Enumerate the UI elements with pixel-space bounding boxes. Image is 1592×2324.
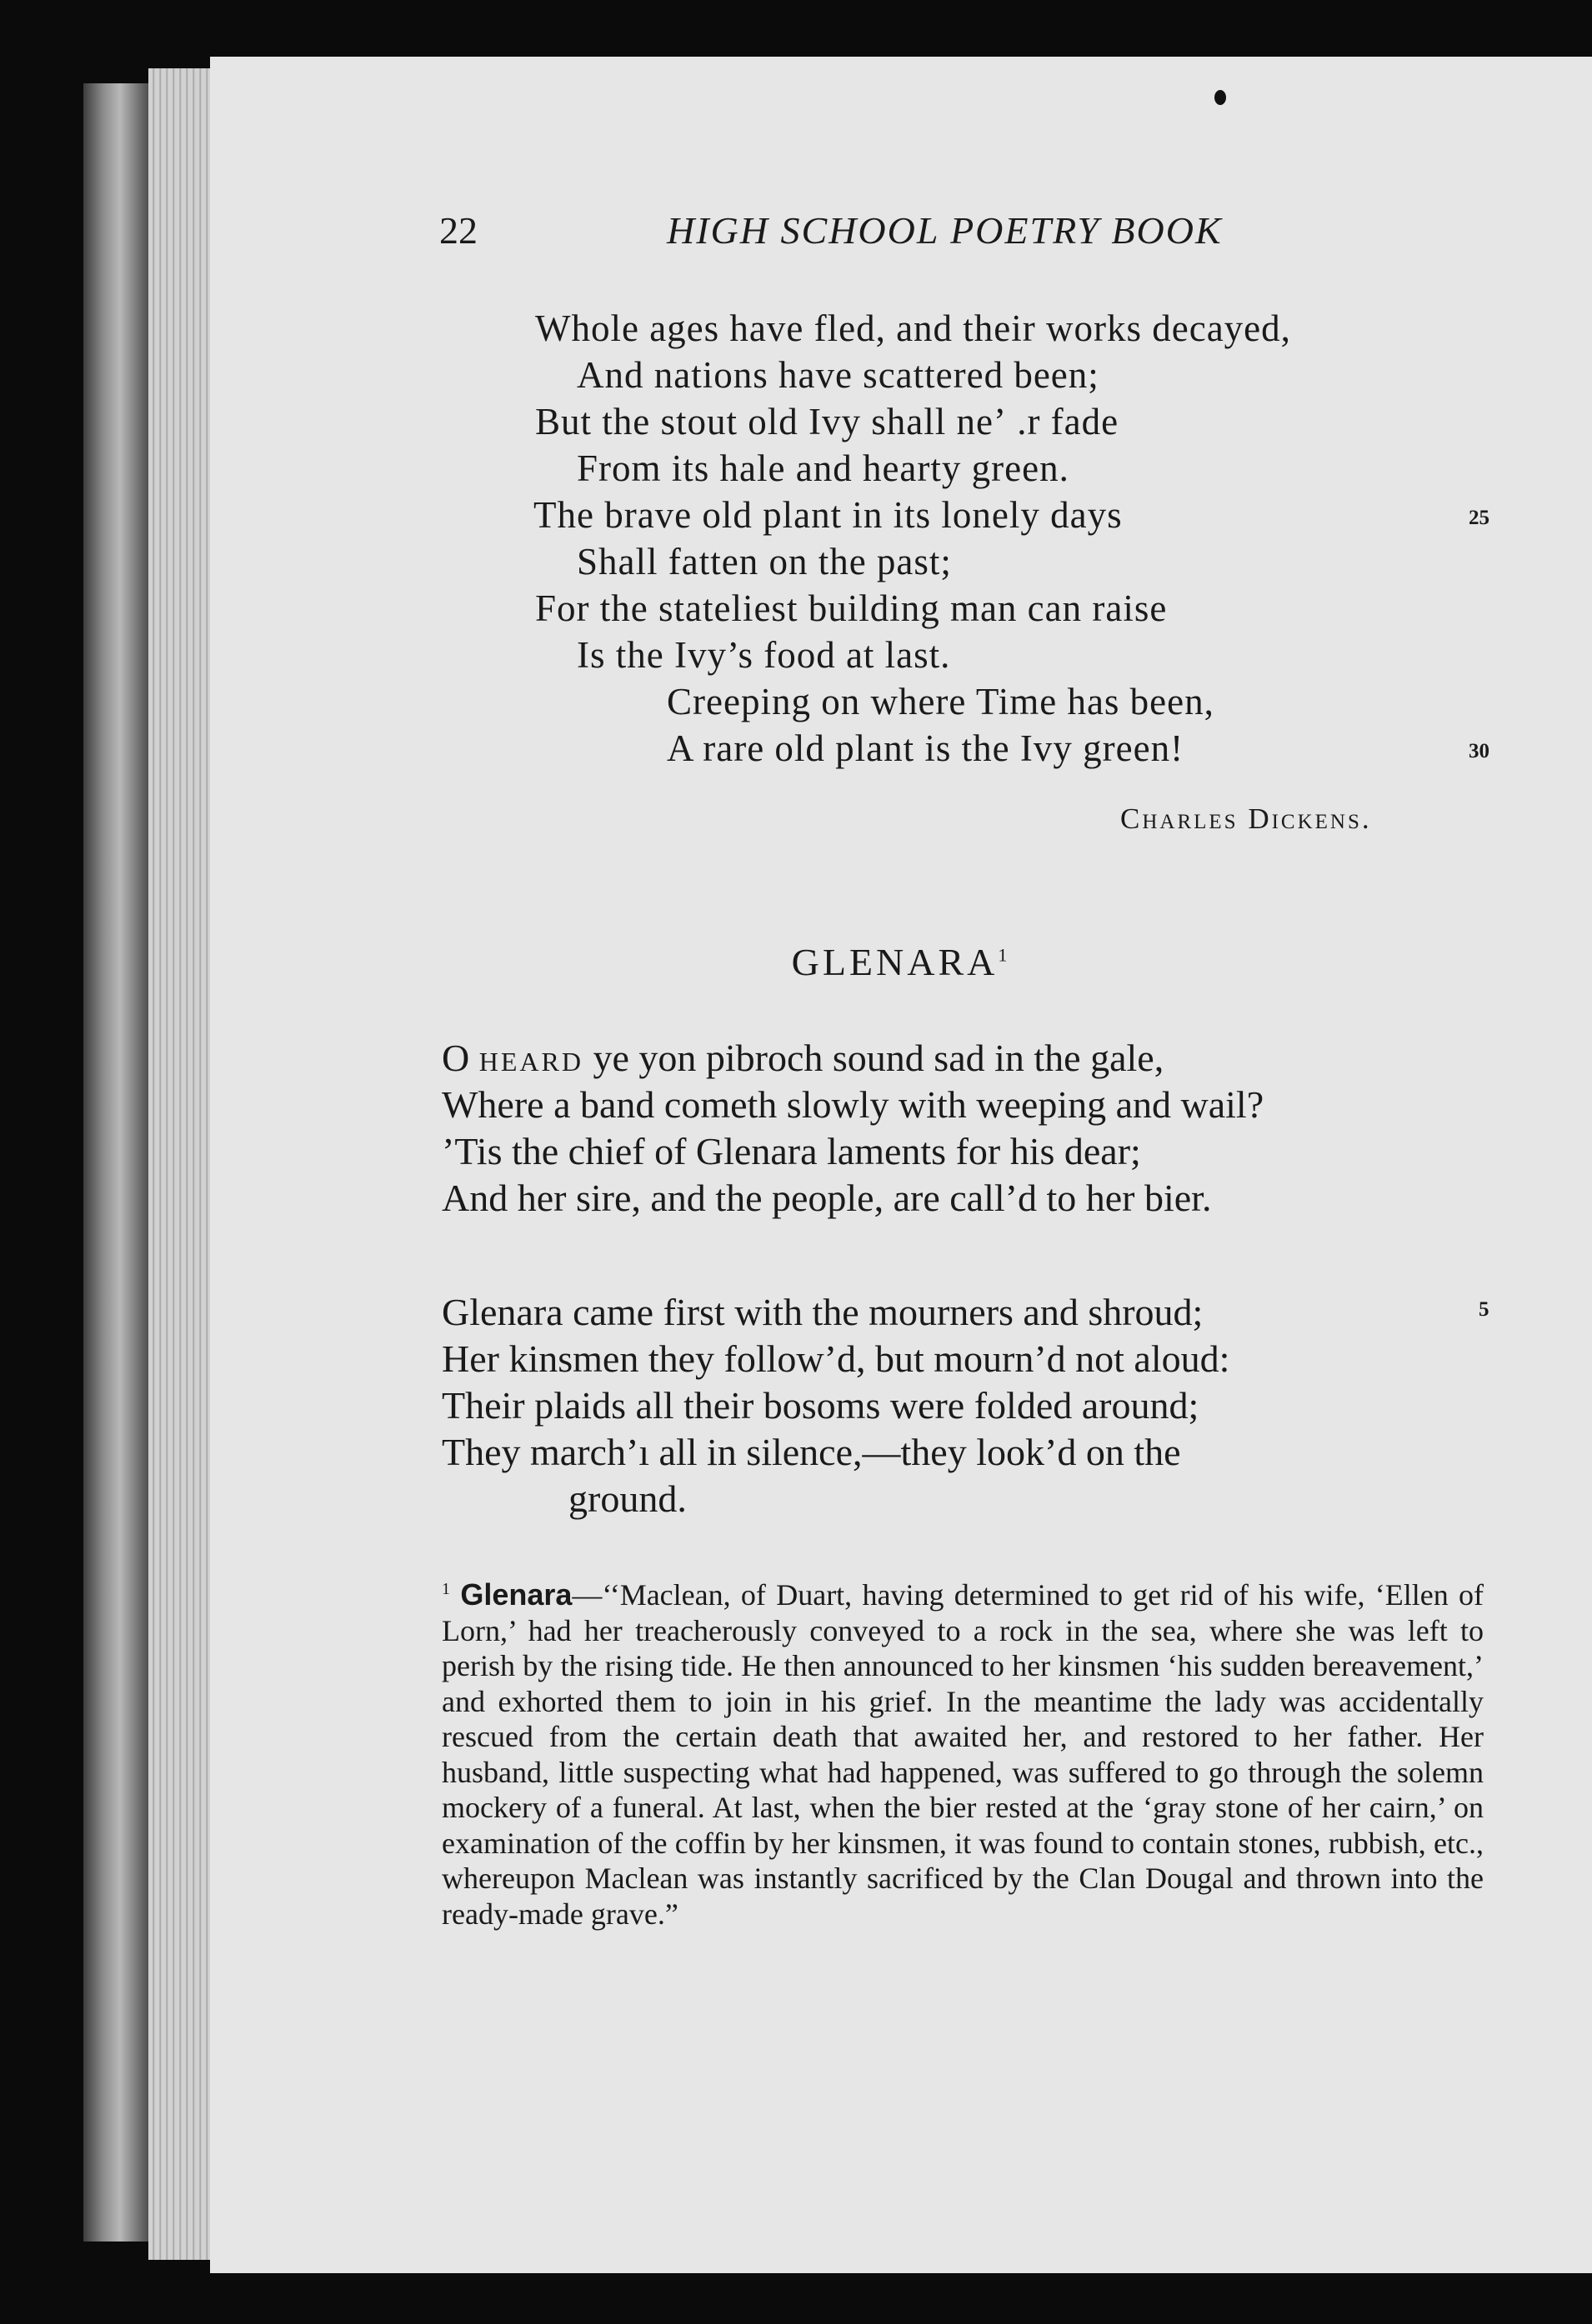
running-title: HIGH SCHOOL POETRY BOOK xyxy=(667,209,1223,252)
poem-line: The brave old plant in its lonely days xyxy=(533,494,1123,536)
book-page xyxy=(210,57,1592,2273)
poem-line: From its hale and hearty green. xyxy=(577,447,1069,489)
initial-word: O xyxy=(442,1037,470,1079)
running-header xyxy=(210,208,1592,267)
small-caps-word: heard xyxy=(478,1037,583,1079)
stanza-line xyxy=(442,1036,1164,1080)
poem-line: Whole ages have fled, and their works decayed, xyxy=(535,307,1291,349)
poem-line: For the stateliest building man can raise xyxy=(535,587,1168,629)
poem-line: A rare old plant is the Ivy green! xyxy=(667,727,1184,769)
book-spine xyxy=(83,83,150,2242)
page-number: 22 xyxy=(439,209,478,252)
stanza-line: Where a band cometh slowly with weeping and wail? xyxy=(442,1083,1264,1126)
poem-title xyxy=(210,940,1592,984)
stanza-line: Her kinsmen they follow’d, but mourn’d not aloud: xyxy=(442,1337,1230,1380)
line-rest: ye yon pibroch sound sad in the gale, xyxy=(583,1037,1164,1079)
footnote-mark: 1 xyxy=(442,1580,450,1598)
poem-line: But the stout old Ivy shall neʼ .r fade xyxy=(535,401,1119,442)
stanza-line: Glenara came first with the mourners and shroud; xyxy=(442,1291,1204,1333)
footnote-reference: 1 xyxy=(998,944,1011,966)
footnote-text: —‘‘Maclean, of Duart, having determined to get rid of his wife, ‘Ellen of Lorn,’ had her treacherously conveyed to a rock in the sea, where she was left to perish by the rising tide. He then announced to her kinsmen ‘his sudden bereavement,’ and exhorted them to join in his grief. In the meantime the lady was accidentally rescued from the certain death that awaited her, and restored to her father. Her husband, little suspecting what had happened, was suffered to go through the solemn mockery of a funeral. At last, when the bier rested at the ‘gray stone of her cairn,’ on examination of the coffin by her kinsmen, it was found to contain stones, rubbish, etc., whereupon Maclean was instantly sacrificed by the Clan Dougal and thrown into the ready-made grave.” xyxy=(442,1578,1484,1931)
poem-line: Shall fatten on the past; xyxy=(577,541,952,582)
poem-title-text: GLENARA xyxy=(791,941,999,983)
footnote xyxy=(442,1572,1484,1932)
stanza-line: ground. xyxy=(568,1477,687,1520)
ink-speck xyxy=(1214,90,1226,105)
footnote-term: Glenara xyxy=(460,1577,573,1612)
line-number: 25 xyxy=(1469,507,1489,529)
poem-line: Is the Ivy’s food at last. xyxy=(577,634,951,676)
stanza-line: They march’ı all in silence,—they look’d on the xyxy=(442,1431,1181,1473)
poem-author: Charles Dickens. xyxy=(1120,802,1372,835)
stanza-line: And her sire, and the people, are call’d to her bier. xyxy=(442,1177,1212,1219)
poem-line: And nations have scattered been; xyxy=(577,354,1099,396)
page-edges xyxy=(148,68,215,2260)
poem-line: Creeping on where Time has been, xyxy=(667,681,1214,722)
line-number: 30 xyxy=(1469,740,1489,762)
stanza-line: Their plaids all their bosoms were folded around; xyxy=(442,1384,1199,1427)
line-number: 5 xyxy=(1479,1298,1489,1321)
stanza-line: ’Tis the chief of Glenara laments for his dear; xyxy=(442,1130,1141,1172)
